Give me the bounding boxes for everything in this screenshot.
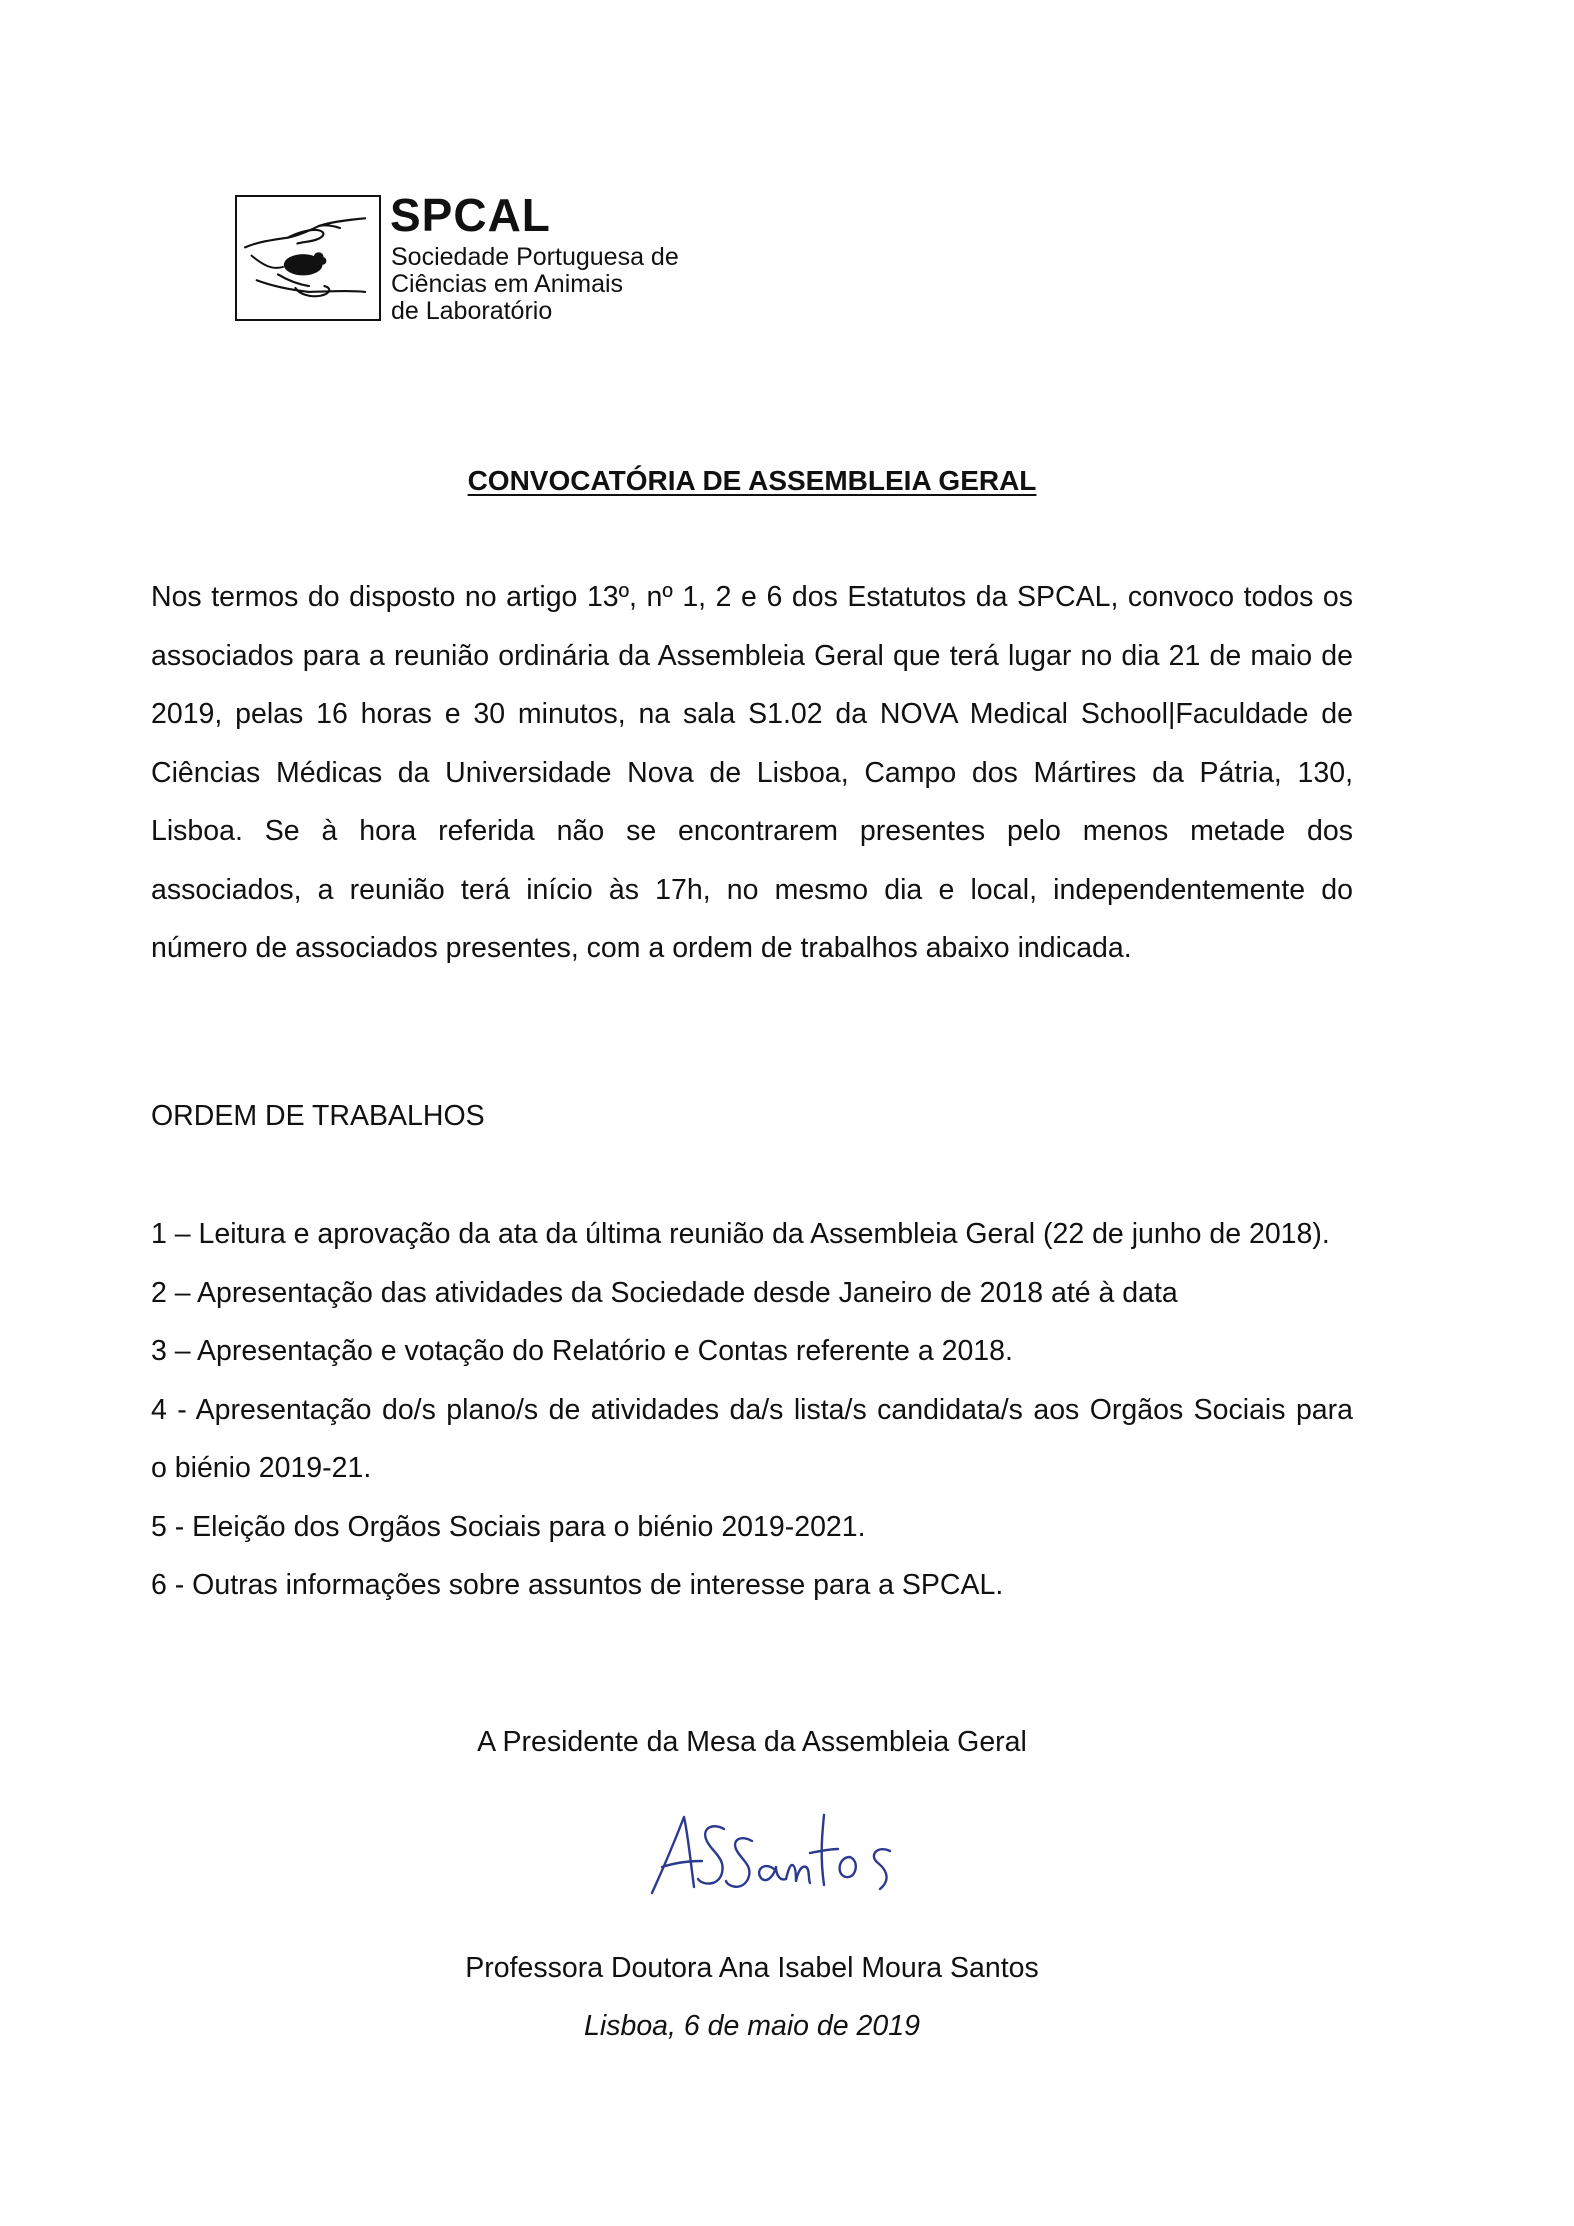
agenda-item: 2 – Apresentação das atividades da Sociedade desde Janeiro de 2018 até à data — [151, 1276, 1178, 1309]
logo-subtitle-line: Sociedade Portuguesa de — [391, 243, 679, 271]
agenda-heading: ORDEM DE TRABALHOS — [151, 1100, 485, 1132]
logo-name: SPCAL — [390, 189, 551, 241]
signer-name: Professora Doutora Ana Isabel Moura Santos — [465, 1952, 1039, 1984]
agenda-item: 3 – Apresentação e votação do Relatório e Contas referente a 2018. — [151, 1335, 1013, 1367]
paragraph-line: associados, a reunião terá início às 17h, no mesmo dia e local, independentemente do — [151, 873, 1353, 906]
president-label: A Presidente da Mesa da Assembleia Geral — [477, 1726, 1027, 1758]
document-title: CONVOCATÓRIA DE ASSEMBLEIA GERAL — [467, 465, 1037, 496]
logo-subtitle — [391, 244, 679, 325]
agenda-item: 6 - Outras informações sobre assuntos de interesse para a SPCAL. — [151, 1569, 1004, 1601]
paragraph-line: 2019, pelas 16 horas e 30 minutos, na sala S1.02 da NOVA Medical School|Faculdade de — [151, 698, 1353, 730]
agenda-item — [151, 1381, 1361, 1440]
logo-subtitle-line: Ciências em Animais — [391, 270, 624, 298]
paragraph-line: Nos termos do disposto no artigo 13º, nº 1, 2 e 6 dos Estatutos da SPCAL, convoco todos os — [151, 581, 1353, 613]
convocation-paragraph — [151, 568, 1353, 978]
agenda-item-text: 4 - Apresentação do/s plano/s de atividades da/s lista/s candidata/s aos Orgãos Sociais para — [151, 1393, 1353, 1426]
paragraph-line: associados para a reunião ordinária da Assembleia Geral que terá lugar no dia 21 de maio de — [151, 639, 1353, 672]
paragraph-line: número de associados presentes, com a ordem de trabalhos abaixo indicada. — [151, 932, 1132, 964]
agenda-item: o biénio 2019-21. — [151, 1452, 372, 1484]
paragraph-line: Lisboa. Se à hora referida não se encontrarem presentes pelo menos metade dos — [151, 815, 1353, 847]
logo-subtitle-line: de Laboratório — [391, 297, 553, 325]
paragraph-line: Ciências Médicas da Universidade Nova de Lisboa, Campo dos Mártires da Pátria, 130, — [151, 756, 1353, 789]
agenda-item: 1 – Leitura e aprovação da ata da última reunião da Assembleia Geral (22 de junho de 2018). — [151, 1218, 1330, 1250]
handwritten-signature — [640, 1795, 910, 1905]
logo-hands-mouse-icon — [235, 195, 381, 321]
place-date: Lisboa, 6 de maio de 2019 — [584, 2010, 920, 2042]
agenda-list — [151, 1205, 1361, 1615]
agenda-item: 5 - Eleição dos Orgãos Sociais para o biénio 2019-2021. — [151, 1510, 866, 1543]
